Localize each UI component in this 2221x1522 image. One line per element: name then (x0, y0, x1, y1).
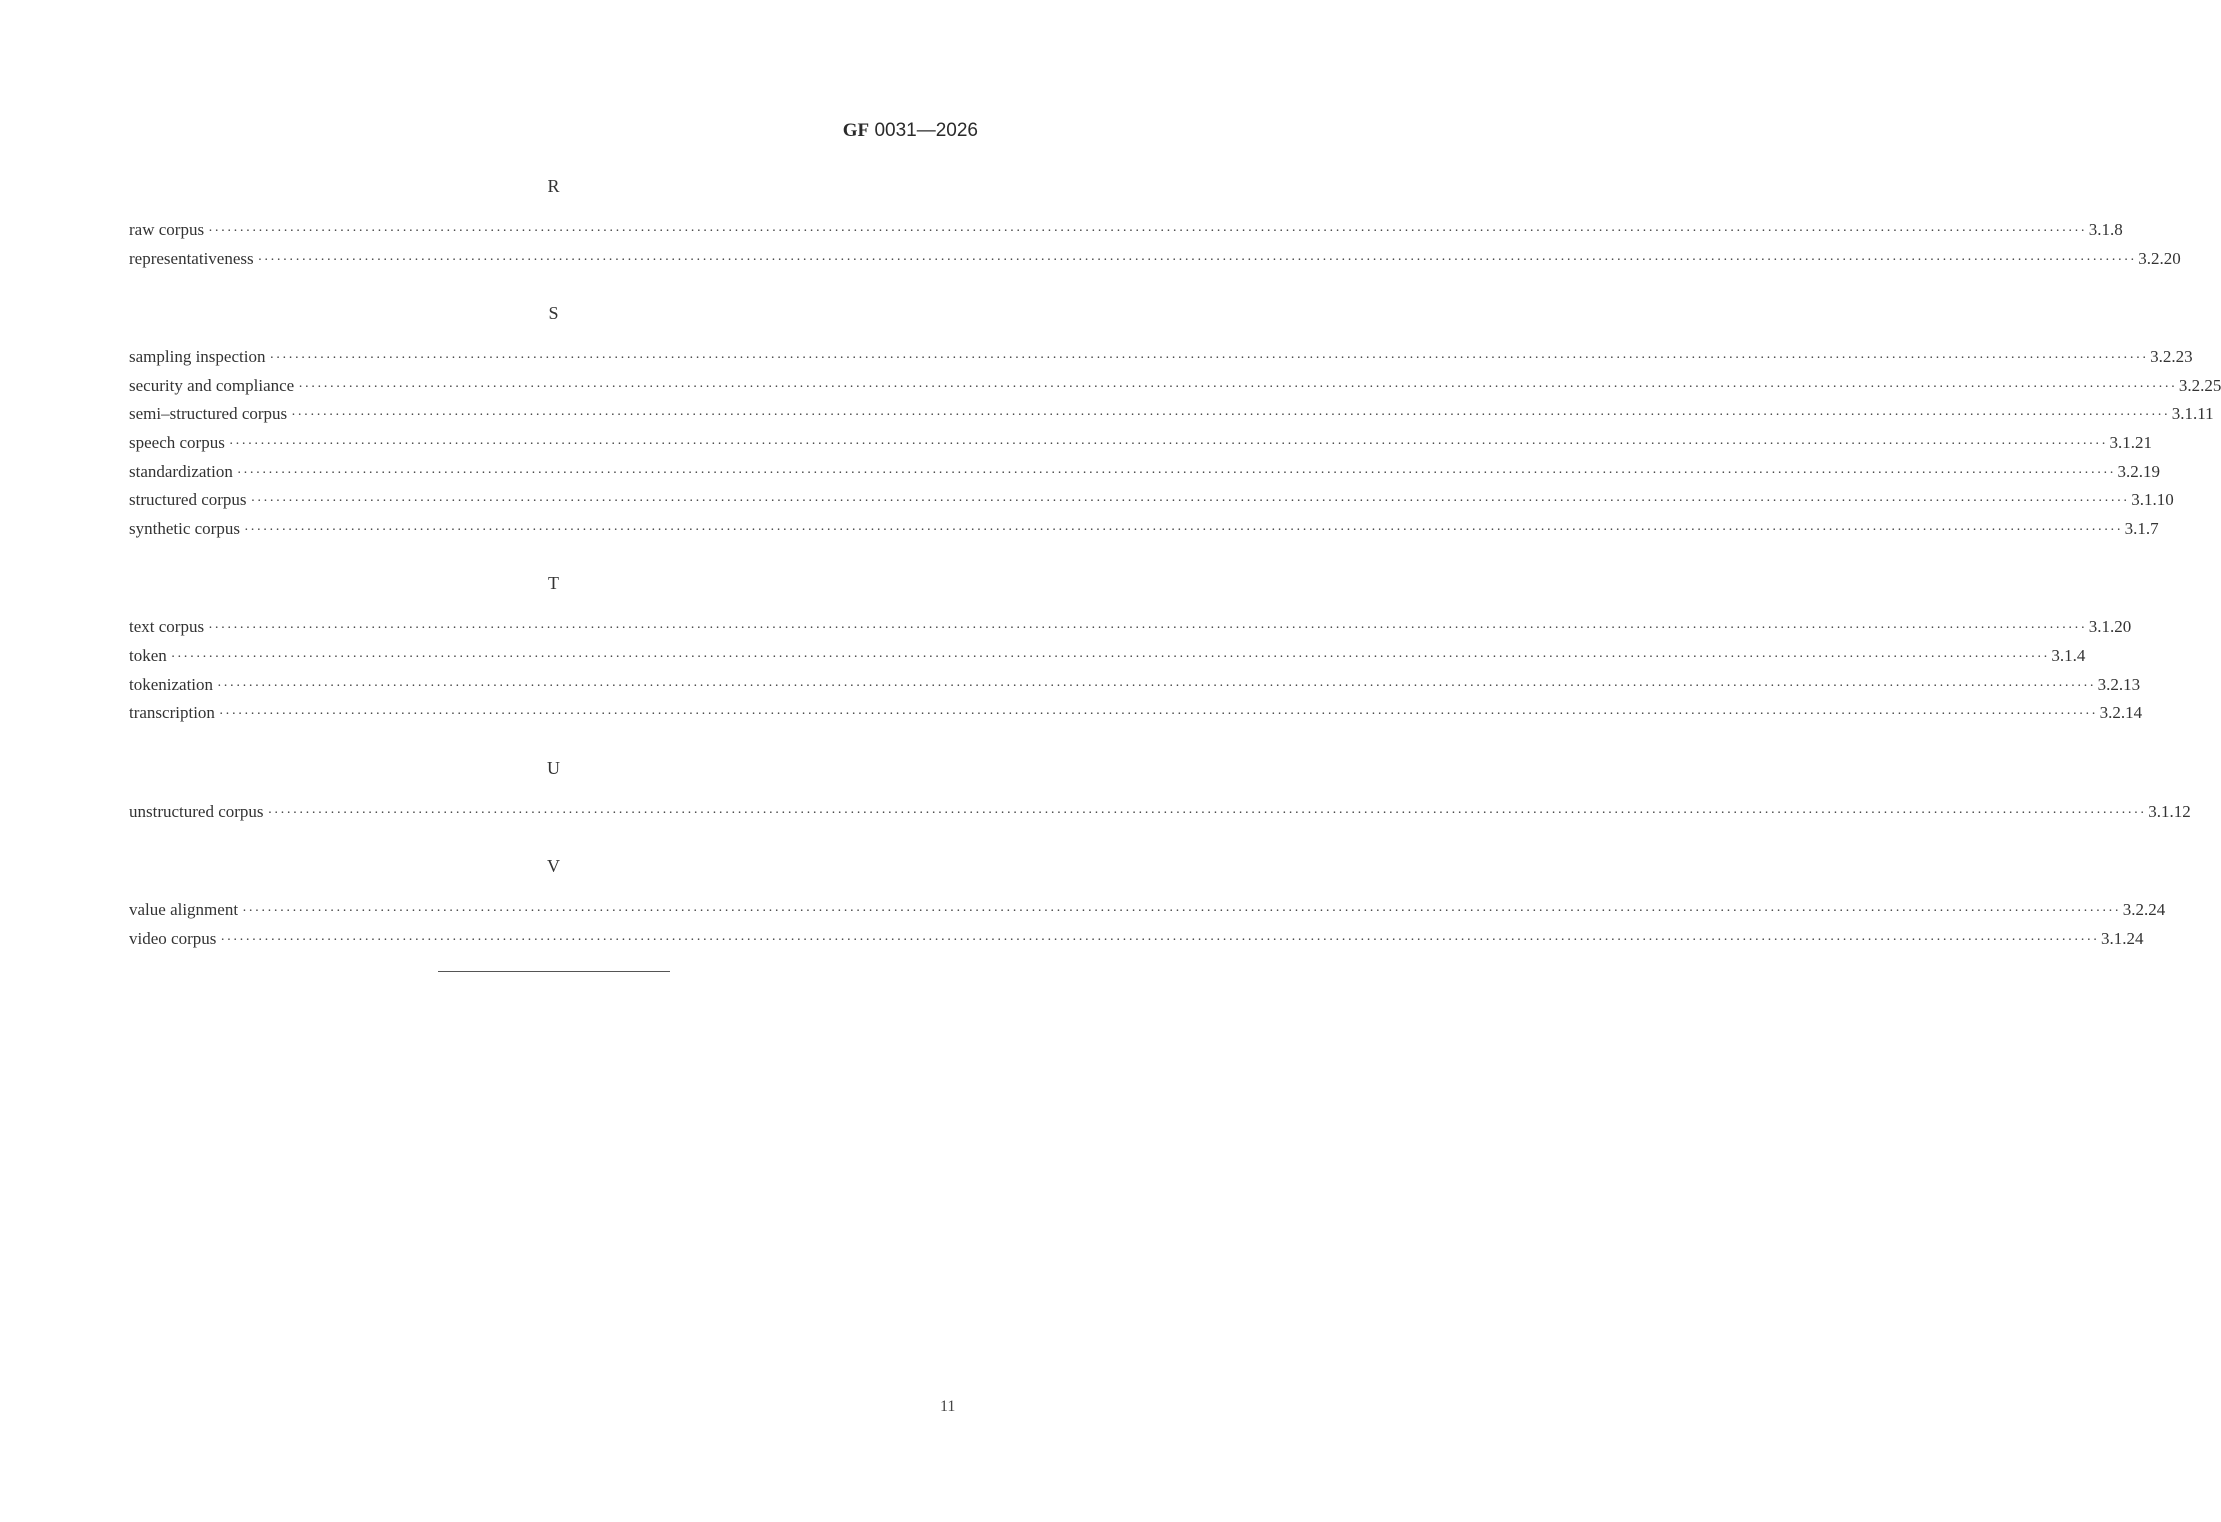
clause-reference: 3.2.25 (2178, 375, 2221, 395)
dot-leader: ············································································································································································································································································································ (242, 904, 2121, 920)
clause-reference: 3.2.23 (2150, 347, 2193, 367)
index-section-r (129, 170, 2181, 273)
index-term: synthetic corpus (129, 518, 240, 538)
index-entry (129, 343, 2193, 372)
index-entry-list (129, 216, 2181, 273)
clause-reference: 3.1.12 (2148, 801, 2191, 821)
clause-reference: 3.2.14 (2099, 703, 2143, 723)
clause-reference: 3.1.21 (2109, 432, 2152, 452)
index-entry (129, 671, 2141, 700)
clause-reference: 3.1.4 (2051, 645, 2086, 665)
clause-reference: 3.2.24 (2122, 900, 2166, 920)
document-code-prefix: GF (842, 120, 870, 141)
dot-leader: ············································································································································································································································································································ (228, 436, 2108, 452)
dot-leader: ············································································································································································································································································································ (269, 351, 2149, 367)
dot-leader: ············································································································································································································································································································ (218, 707, 2098, 723)
clause-reference: 3.2.13 (2097, 674, 2141, 694)
dot-leader: ············································································································································································································································································································ (236, 465, 2116, 481)
index-entry-list (129, 343, 2221, 543)
index-entry (129, 699, 2143, 728)
index-entry (129, 458, 2160, 487)
index-term: semi–structured corpus (129, 404, 288, 424)
index-section-v (129, 850, 2166, 953)
index-term: standardization (129, 461, 233, 481)
clause-reference: 3.2.19 (2117, 461, 2160, 481)
dot-leader: ············································································································································································································································································································ (220, 932, 2099, 948)
clause-reference: 3.2.20 (2138, 248, 2181, 268)
index-entry-list (129, 798, 2191, 827)
index-entry-list (129, 613, 2143, 727)
document-code-number: 0031—2026 (874, 120, 978, 141)
index-entry (129, 515, 2159, 544)
index-term: sampling inspection (129, 347, 266, 367)
page-number: 11 (940, 1398, 956, 1415)
clause-reference: 3.1.24 (2100, 928, 2144, 948)
index-entry (129, 925, 2144, 954)
index-term: representativeness (129, 248, 254, 268)
dot-leader: ············································································································································································································································································································ (217, 678, 2096, 694)
index-entry (129, 245, 2181, 274)
section-letter-heading: U (547, 757, 560, 778)
index-term: text corpus (129, 617, 205, 637)
index-entry (129, 400, 2214, 429)
dot-leader: ············································································································································································································································································································ (250, 494, 2130, 510)
index-term: tokenization (129, 674, 214, 694)
section-letter-heading: V (547, 856, 560, 877)
index-entry (129, 216, 2123, 245)
dot-leader: ············································································································································································································································································································ (257, 252, 2137, 268)
clause-reference: 3.1.20 (2088, 617, 2132, 637)
section-letter-heading: T (548, 573, 559, 594)
clause-reference: 3.1.7 (2124, 518, 2159, 538)
clause-reference: 3.1.8 (2088, 220, 2123, 239)
index-term: speech corpus (129, 432, 225, 452)
index-term: security and compliance (129, 375, 295, 395)
index-entry (129, 486, 2174, 515)
index-section-t (129, 567, 2143, 727)
dot-leader: ············································································································································································································································································································ (267, 805, 2147, 821)
index-entry (129, 642, 2086, 671)
index-term: video corpus (129, 928, 217, 948)
index-term: structured corpus (129, 490, 247, 510)
index-term: raw corpus (129, 220, 205, 239)
index-entry (129, 896, 2166, 925)
index-term: unstructured corpus (129, 801, 264, 821)
index-entry (129, 798, 2191, 827)
closing-rule (438, 971, 670, 972)
dot-leader: ············································································································································································································································································································ (291, 408, 2170, 424)
section-letter-heading: R (547, 176, 560, 196)
index-term: transcription (129, 703, 215, 723)
dot-leader: ············································································································································································································································································································ (298, 379, 2177, 395)
index-entry (129, 429, 2152, 458)
index-section-s (129, 297, 2221, 543)
dot-leader: ············································································································································································································································································································ (243, 522, 2123, 538)
alphabetical-index (129, 170, 2221, 978)
index-entry-list (129, 896, 2166, 953)
dot-leader: ············································································································································································································································································································ (170, 649, 2050, 665)
clause-reference: 3.1.10 (2131, 490, 2174, 510)
document-code (843, 120, 978, 142)
index-entry (129, 372, 2221, 401)
dot-leader: ············································································································································································································································································································ (208, 621, 2087, 637)
dot-leader: ············································································································································································································································································································ (208, 224, 2087, 239)
clause-reference: 3.1.11 (2171, 404, 2214, 424)
index-entry (129, 613, 2132, 642)
index-term: token (129, 645, 167, 665)
index-term: value alignment (129, 900, 239, 920)
index-section-u (129, 752, 2191, 827)
section-letter-heading: S (548, 303, 559, 324)
